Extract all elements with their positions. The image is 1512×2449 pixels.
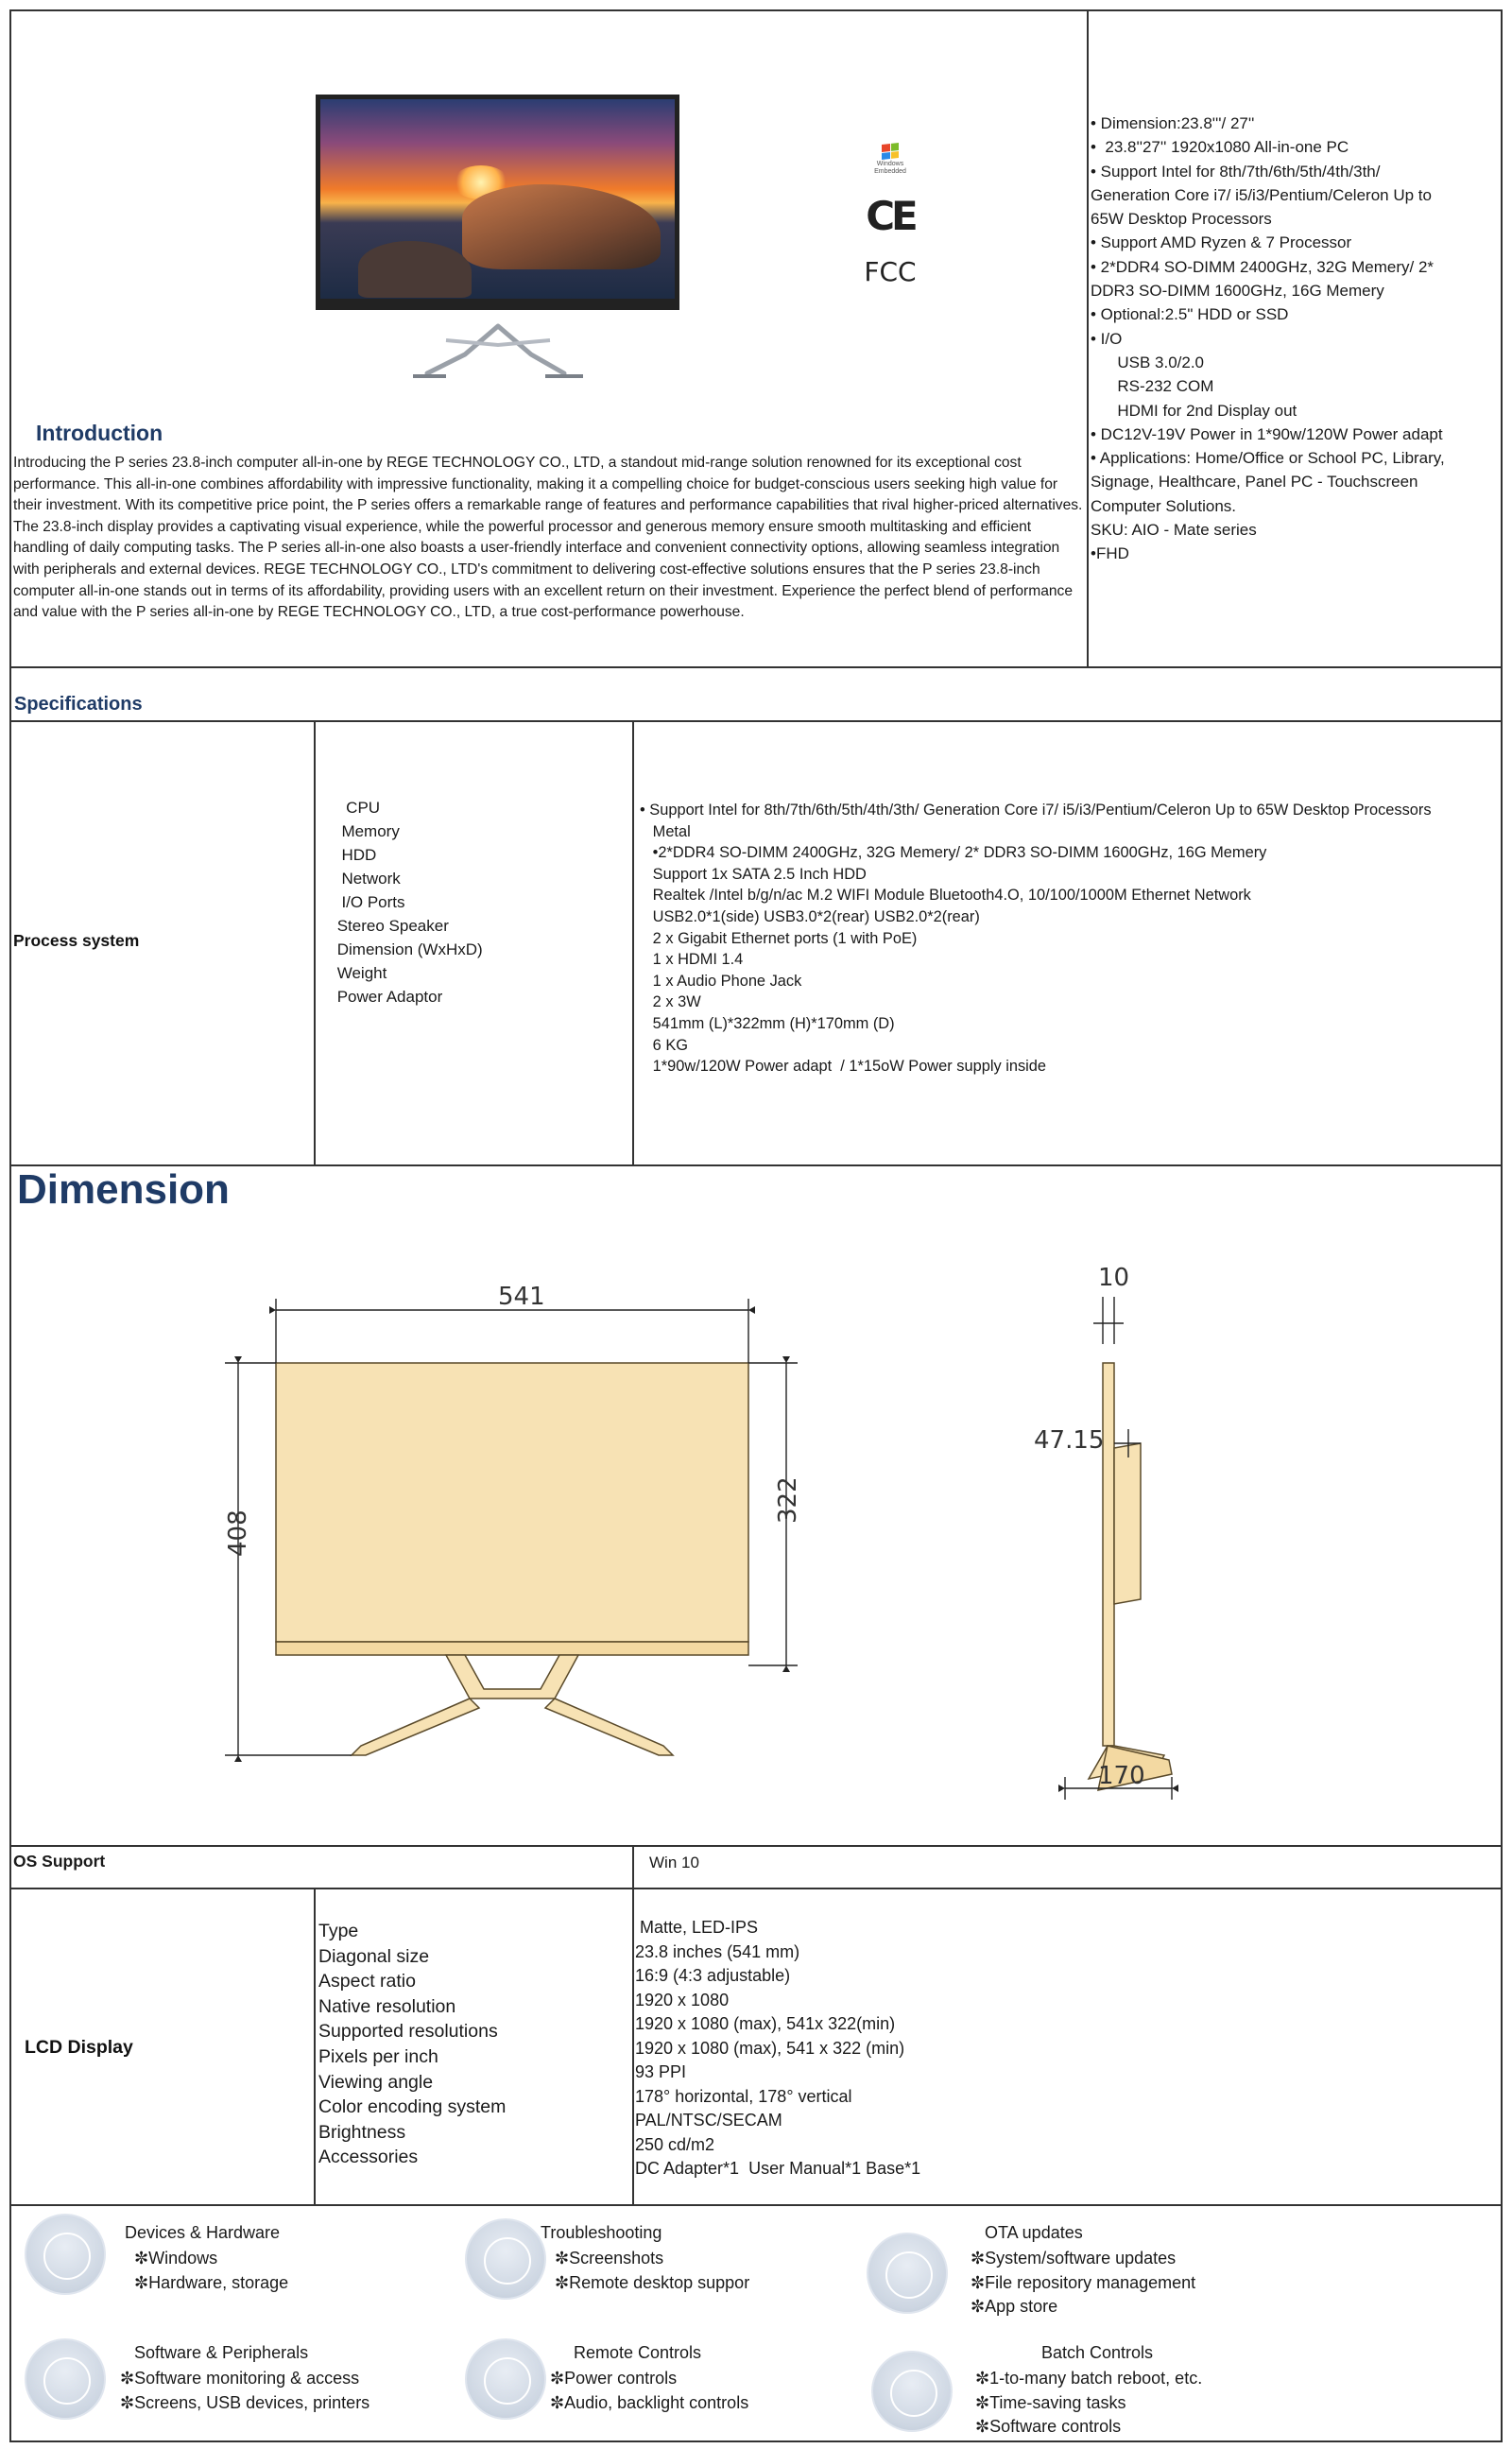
spec-label: Weight bbox=[333, 964, 387, 982]
service-items bbox=[971, 2247, 1195, 2320]
lcd-value: 1920 x 1080 (max), 541 x 322 (min) bbox=[635, 2038, 905, 2058]
spec-value: Metal bbox=[640, 822, 691, 840]
os-support-value: Win 10 bbox=[649, 1854, 699, 1871]
service-title: Software & Peripherals bbox=[134, 2343, 309, 2362]
lcd-value: 1920 x 1080 (max), 541x 322(min) bbox=[635, 2014, 896, 2033]
rule bbox=[11, 1845, 1501, 1847]
chip-icon bbox=[25, 2214, 106, 2295]
specifications-title: Specifications bbox=[14, 694, 143, 715]
lcd-label: Type bbox=[318, 1921, 359, 1941]
service-item: ✼File repository management bbox=[971, 2272, 1196, 2292]
monitor-stand bbox=[304, 85, 682, 397]
front-panel-shape bbox=[276, 1363, 748, 1642]
ota-cloud-icon bbox=[867, 2233, 948, 2314]
rule bbox=[11, 2204, 1501, 2206]
feature-line: Signage, Healthcare, Panel PC - Touchscreen bbox=[1091, 473, 1418, 492]
spec-divider bbox=[632, 720, 634, 1164]
lcd-value: 250 cd/m2 bbox=[635, 2134, 715, 2154]
lcd-label: Pixels per inch bbox=[318, 2045, 438, 2067]
service-item: ✼Power controls bbox=[550, 2369, 678, 2388]
product-sheet bbox=[9, 9, 1503, 2442]
feature-line: •FHD bbox=[1091, 544, 1129, 563]
spec-label: Network bbox=[333, 870, 401, 888]
lcd-divider bbox=[314, 1888, 316, 2204]
spec-label: Dimension (WxHxD) bbox=[333, 940, 483, 958]
service-title: Remote Controls bbox=[574, 2343, 702, 2362]
service-item: ✼Hardware, storage bbox=[134, 2272, 289, 2292]
spec-labels bbox=[333, 796, 483, 1009]
feature-line: • 23.8''27'' 1920x1080 All-in-one PC bbox=[1091, 138, 1349, 157]
service-item: ✼1-to-many batch reboot, etc. bbox=[975, 2369, 1203, 2388]
intro-text: Introducing the P series 23.8-inch computer all-in-one by REGE TECHNOLOGY CO., LTD, a standout mid-range solution renowned for its exceptional cost performance. This all-in-one combines affordability with impressive functionality, making it a compelling choice for budget-conscious users seeking high value for their investment. With its competitive price point, the P series offers a remarkable range of features and performance capabilities that rival higher-priced alternatives. The 23.8-inch display provides a captivating visual experience, while the powerful processor and generous memory ensure smooth multitasking and efficient handling of daily computing tasks. The P series all-in-one also boasts a user-friendly interface and convenient connectivity options, allowing seamless integration with peripherals and external devices. REGE TECHNOLOGY CO., LTD's commitment to delivering cost-effective solutions ensures that the P series 23.8-inch computer all-in-one stands out in terms of its affordability, providing users with an excellent return on their investment. Experience the perfect blend of performance and value with the P series all-in-one by REGE TECHNOLOGY CO., LTD, a true cost-performance powerhouse. bbox=[13, 455, 1083, 621]
dimension-title: Dimension bbox=[17, 1166, 230, 1213]
feature-line: • Dimension:23.8'''/ 27'' bbox=[1091, 114, 1255, 132]
lcd-value: 93 PPI bbox=[635, 2062, 687, 2081]
lcd-label: Viewing angle bbox=[318, 2071, 434, 2093]
batch-icon bbox=[871, 2351, 953, 2432]
spec-label: CPU bbox=[333, 799, 381, 817]
feature-line: USB 3.0/2.0 bbox=[1091, 353, 1205, 371]
spec-value: 2 x Gigabit Ethernet ports (1 with PoE) bbox=[640, 929, 918, 947]
dim-width-label: 541 bbox=[498, 1283, 545, 1311]
service-items bbox=[120, 2367, 369, 2415]
rule bbox=[11, 1888, 1501, 1889]
side-panel-shape bbox=[1103, 1363, 1114, 1746]
spec-values bbox=[640, 800, 1432, 1078]
feature-line: RS-232 COM bbox=[1091, 377, 1214, 396]
dim-depth-label: 170 bbox=[1098, 1762, 1145, 1790]
feature-line: 65W Desktop Processors bbox=[1091, 210, 1272, 229]
spec-divider bbox=[314, 720, 316, 1164]
gear-icon bbox=[465, 2218, 546, 2300]
service-item: ✼System/software updates bbox=[971, 2249, 1177, 2268]
lcd-value: 23.8 inches (541 mm) bbox=[635, 1941, 800, 1961]
os-support-label: OS Support bbox=[13, 1852, 106, 1871]
service-title: OTA updates bbox=[985, 2223, 1083, 2242]
certification-badges bbox=[862, 144, 919, 287]
service-item: ✼App store bbox=[971, 2297, 1058, 2316]
process-system-label: Process system bbox=[13, 931, 140, 950]
service-title: Troubleshooting bbox=[541, 2223, 662, 2242]
spec-label: Stereo Speaker bbox=[333, 917, 449, 935]
rule bbox=[11, 666, 1501, 668]
remote-icon bbox=[465, 2338, 546, 2420]
service-item: ✼Windows bbox=[134, 2249, 218, 2268]
spec-value: 1*90w/120W Power adapt / 1*15oW Power supply inside bbox=[640, 1058, 1047, 1076]
service-item: ✼Remote desktop suppor bbox=[555, 2272, 750, 2292]
lcd-value: PAL/NTSC/SECAM bbox=[635, 2111, 782, 2130]
spec-value: • Support Intel for 8th/7th/6th/5th/4th/3th/ Generation Core i7/ i5/i3/Pentium/Celeron Up to 65W Desktop Processors bbox=[640, 802, 1432, 819]
spec-label: Memory bbox=[333, 822, 400, 840]
lcd-display-label: LCD Display bbox=[25, 2037, 133, 2058]
spec-value: 6 KG bbox=[640, 1036, 689, 1054]
spec-value: 1 x HDMI 1.4 bbox=[640, 951, 744, 969]
dim-panel-height-label: 322 bbox=[774, 1476, 802, 1524]
feature-line: Generation Core i7/ i5/i3/Pentium/Celeron Up to bbox=[1091, 185, 1432, 204]
spec-label: HDD bbox=[333, 846, 377, 864]
spec-value: 1 x Audio Phone Jack bbox=[640, 972, 802, 990]
feature-line: • Support AMD Ryzen & 7 Processor bbox=[1091, 233, 1352, 252]
lcd-value: DC Adapter*1 User Manual*1 Base*1 bbox=[635, 2159, 921, 2178]
spec-value: Realtek /Intel b/g/n/ac M.2 WIFI Module Bluetooth4.O, 10/100/1000M Ethernet Network bbox=[640, 887, 1251, 905]
service-items bbox=[555, 2247, 749, 2295]
spec-label: Power Adaptor bbox=[333, 988, 443, 1006]
lcd-label: Brightness bbox=[318, 2121, 406, 2143]
feature-line: DDR3 SO-DIMM 1600GHz, 16G Memery bbox=[1091, 282, 1384, 301]
service-item: ✼Screenshots bbox=[555, 2249, 664, 2268]
lcd-value: Matte, LED-IPS bbox=[635, 1918, 759, 1937]
spec-value: •2*DDR4 SO-DIMM 2400GHz, 32G Memery/ 2* DDR3 SO-DIMM 1600GHz, 16G Memery bbox=[640, 844, 1267, 862]
windows-logo-icon bbox=[882, 143, 899, 160]
lcd-value: 178° horizontal, 178° vertical bbox=[635, 2086, 852, 2106]
spec-value: Support 1x SATA 2.5 Inch HDD bbox=[640, 865, 867, 883]
feature-line: • I/O bbox=[1091, 329, 1123, 348]
feature-list bbox=[1091, 112, 1504, 566]
feature-line: Computer Solutions. bbox=[1091, 496, 1237, 515]
dim-outer-height-label: 408 bbox=[224, 1509, 252, 1557]
dimension-drawing bbox=[11, 1231, 1501, 1836]
rule bbox=[11, 1164, 1501, 1166]
service-items bbox=[134, 2247, 288, 2295]
spec-value: USB2.0*1(side) USB3.0*2(rear) USB2.0*2(rear) bbox=[640, 907, 980, 925]
service-item: ✼Screens, USB devices, printers bbox=[120, 2392, 370, 2412]
feature-line: • DC12V-19V Power in 1*90w/120W Power adapt bbox=[1091, 424, 1443, 443]
service-title: Batch Controls bbox=[1041, 2343, 1154, 2362]
feature-line: • Applications: Home/Office or School PC, Library, bbox=[1091, 449, 1445, 468]
fcc-mark: FCC bbox=[864, 256, 917, 287]
lcd-label: Diagonal size bbox=[318, 1945, 430, 1967]
feature-line: SKU: AIO - Mate series bbox=[1091, 521, 1257, 540]
service-item: ✼Software controls bbox=[975, 2417, 1122, 2436]
ce-mark: CE bbox=[866, 193, 915, 239]
lcd-label: Supported resolutions bbox=[318, 2021, 498, 2043]
windows-embedded-text: Windows Embedded bbox=[874, 161, 906, 175]
dim-offset-label: 47.15 bbox=[1034, 1426, 1105, 1455]
dim-thickness-label: 10 bbox=[1098, 1264, 1130, 1292]
software-icon bbox=[25, 2338, 106, 2420]
feature-line: • Optional:2.5" HDD or SSD bbox=[1091, 305, 1289, 324]
service-items bbox=[975, 2367, 1202, 2440]
lcd-values bbox=[635, 1916, 920, 2182]
lcd-label: Accessories bbox=[318, 2147, 419, 2168]
service-item: ✼Software monitoring & access bbox=[120, 2369, 360, 2388]
spec-value: 2 x 3W bbox=[640, 993, 701, 1011]
service-title: Devices & Hardware bbox=[125, 2223, 281, 2242]
lcd-label: Aspect ratio bbox=[318, 1971, 416, 1992]
intro-title: Introduction bbox=[36, 421, 163, 445]
feature-line: • 2*DDR4 SO-DIMM 2400GHz, 32G Memery/ 2* bbox=[1091, 257, 1435, 276]
lcd-labels bbox=[318, 1919, 506, 2170]
product-image bbox=[304, 85, 682, 397]
spec-value: 541mm (L)*322mm (H)*170mm (D) bbox=[640, 1014, 895, 1032]
front-stand-shape bbox=[446, 1655, 578, 1699]
lcd-value: 1920 x 1080 bbox=[635, 1990, 730, 2009]
lcd-label: Color encoding system bbox=[318, 2096, 507, 2118]
lcd-value: 16:9 (4:3 adjustable) bbox=[635, 1966, 791, 1985]
rule bbox=[11, 720, 1501, 722]
spec-label: I/O Ports bbox=[333, 893, 405, 911]
feature-line: HDMI for 2nd Display out bbox=[1091, 401, 1297, 420]
service-item: ✼Audio, backlight controls bbox=[550, 2392, 749, 2412]
feature-line: • Support Intel for 8th/7th/6th/5th/4th/3th/ bbox=[1091, 162, 1381, 181]
service-item: ✼Time-saving tasks bbox=[975, 2392, 1126, 2412]
lcd-label: Native resolution bbox=[318, 1995, 456, 2017]
os-divider bbox=[632, 1845, 634, 2204]
service-items bbox=[550, 2367, 748, 2415]
